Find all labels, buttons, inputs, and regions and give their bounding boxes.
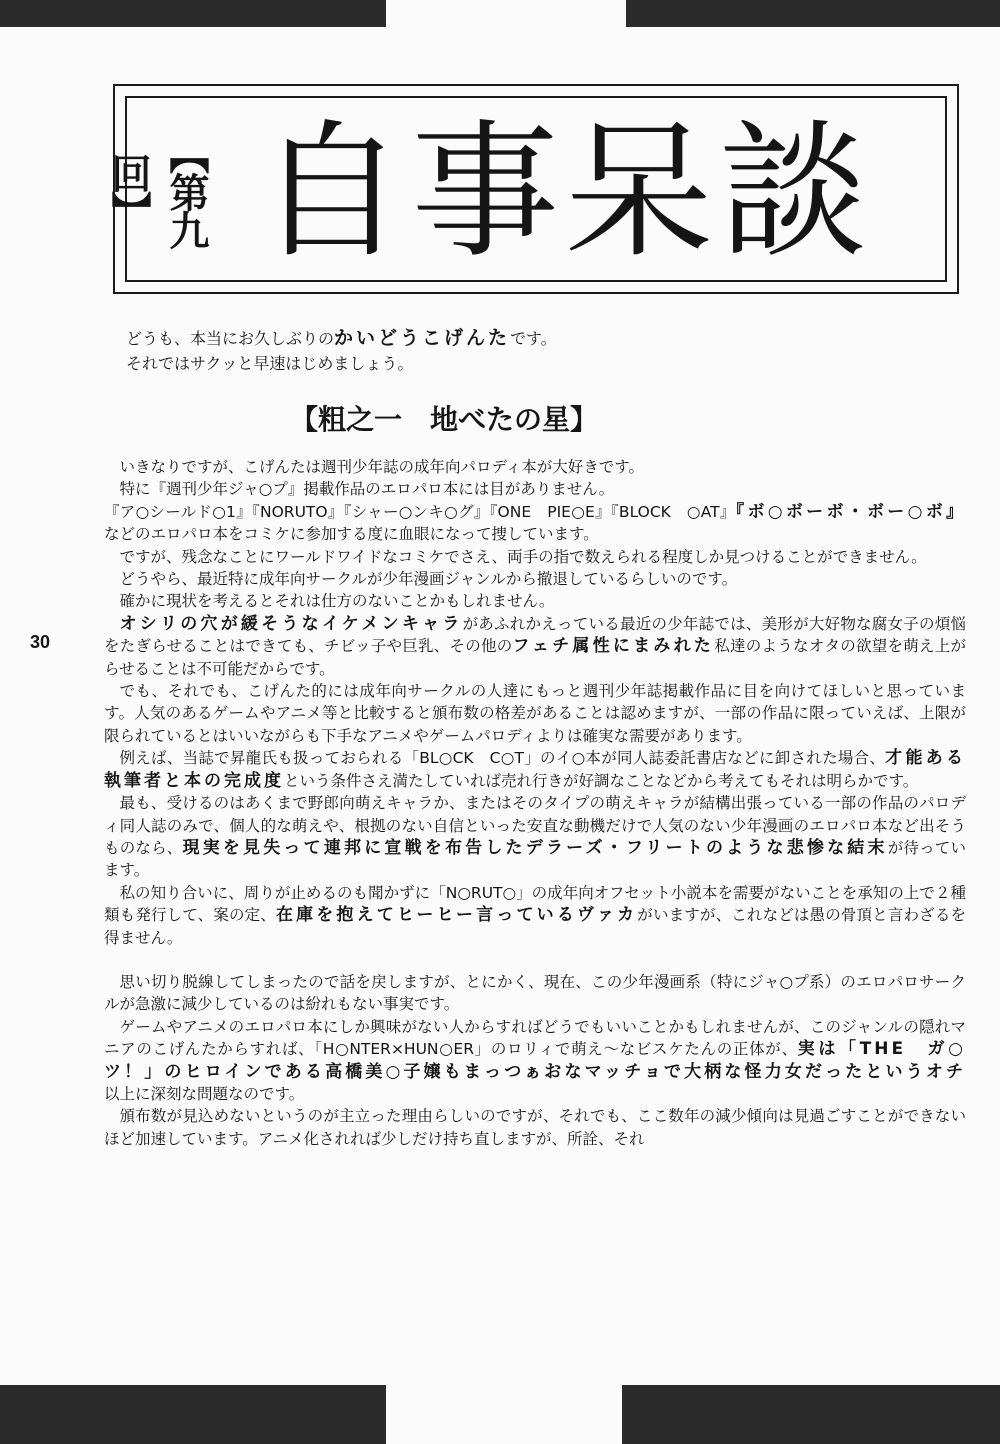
paragraph-p9 bbox=[104, 747, 966, 792]
paragraph-p4 bbox=[104, 546, 966, 568]
body-text bbox=[104, 456, 966, 1150]
body-text-segment: があふれかえっている最近の少年誌では、美形が大好物な腐女子の煩悩をたぎらせることはできても、チビッ子や巨乳、その他の bbox=[104, 614, 966, 656]
episode-label: 【第九回】 bbox=[105, 134, 210, 248]
body-text-segment: 以上に深刻な問題なのです。 bbox=[104, 1084, 305, 1103]
paragraph-p14 bbox=[104, 1105, 966, 1150]
intro-text: です。 bbox=[510, 329, 557, 348]
body-text-segment: 最も、受けるのはあくまで野郎向萌えキャラか、またはそのタイプの萌えキャラが結構出張っている一部の作品のパロディ同人誌のみで、個人的な萌えや、根拠のない自信といった安直な動機だけで人気のない少年漫画のエロパロ本など出そうものなら、 bbox=[104, 794, 966, 857]
paragraph-p8 bbox=[104, 680, 966, 747]
author-name: かいどうこげんた bbox=[334, 327, 511, 349]
page-title: 自事呆談 bbox=[257, 106, 873, 278]
body-text-segment: ですが、残念なことにワールドワイドなコミケでさえ、両手の指で数えられる程度しか見つけることができません。 bbox=[119, 547, 927, 566]
body-text-segment: が待っています。 bbox=[104, 838, 966, 880]
body-text-segment: 特に『週刊少年ジャ○プ』掲載作品のエロパロ本には目がありません。 bbox=[119, 480, 615, 499]
paragraph-p3 bbox=[104, 501, 966, 546]
paragraph-p2 bbox=[104, 478, 966, 500]
paragraph-p1 bbox=[104, 456, 966, 478]
body-text-segment: どうやら、最近特に成年向サークルが少年漫画ジャンルから撤退しているらしいのです。 bbox=[119, 570, 738, 589]
intro bbox=[126, 326, 846, 376]
body-text-segment: 思い切り脱線してしまったので話を戻しますが、とにかく、現在、この少年漫画系（特にジャ○プ系）のエロパロサークルが急激に減少しているのは紛れもない事実です。 bbox=[104, 972, 966, 1014]
emphasis-text: 才能ある執筆者と本の完成度 bbox=[104, 748, 967, 791]
emphasis-text: オシリの穴が緩そうなイケメンキャラ bbox=[119, 613, 463, 634]
emphasis-text: 『ボ○ボーボ・ボー○ボ』 bbox=[735, 501, 966, 522]
body-text-segment: 例えば、当誌で昇龍氏も扱っておられる「BL○CK C○T」のイ○本が同人誌委託書店などに卸された場合、 bbox=[119, 749, 886, 768]
intro-line-1 bbox=[126, 326, 846, 351]
bottom-left-bar bbox=[0, 1385, 386, 1444]
body-text-segment: がいますが、これなどは愚の骨頂と言わざるを得ません。 bbox=[104, 906, 966, 947]
body-text-segment: 頒布数が見込めないというのが主立った理由らしいのですが、それでも、ここ数年の減少傾向は見過ごすことができないほど加速しています。アニメ化されれば少しだけ持ち直しますが、所詮、それ bbox=[104, 1107, 966, 1148]
title-frame bbox=[105, 84, 959, 294]
body-text-segment: ゲームやアニメのエロパロ本にしか興味がない人からすればどうでもいいことかもしれませんが、このジャンルの隠れマニアのこげんたからすれば、「H○NTER×HUN○ER」のロリィで萌え〜なビスケたんの正体が、 bbox=[104, 1017, 966, 1059]
emphasis-text: 実は「THE ガ○ツ！」のヒロインである高橋美○子嬢もまっつぁおなマッチョで大柄な怪力女だったというオチ bbox=[104, 1039, 966, 1082]
emphasis-text: 現実を見失って連邦に宣戦を布告したデラーズ・フリートのような悲惨な結末 bbox=[182, 837, 888, 858]
body-text-segment: という条件さえ満たしていれば売れ行きが好調なことなどから考えてもそれは明らかです。 bbox=[284, 771, 919, 790]
body-text-segment: などのエロパロ本をコミケに参加する度に血眼になって捜しています。 bbox=[104, 525, 599, 544]
paragraph-p11 bbox=[104, 882, 966, 949]
body-text-segment: 確かに現状を考えるとそれは仕方のないことかもしれません。 bbox=[119, 592, 555, 611]
intro-line-2: それではサクッと早速はじめましょう。 bbox=[126, 354, 414, 373]
body-text-segment: 『ア○シールド○1』『NORUTO』『シャー○ンキ○グ』『ONE PIE○E』『BLOCK ○AT』 bbox=[104, 502, 736, 521]
section-heading: 【粗之一 地べたの星】 bbox=[290, 403, 599, 436]
emphasis-text: フェチ属性にまみれた bbox=[512, 636, 715, 657]
body-text-segment: 私達のようなオタの欲望を萌え上がらせることは不可能だからです。 bbox=[104, 637, 966, 678]
emphasis-text: 在庫を抱えてヒーヒー言っているヴァカ bbox=[275, 905, 638, 926]
paragraph-p12 bbox=[104, 971, 966, 1016]
paragraph-p10 bbox=[104, 792, 966, 882]
top-left-bar bbox=[0, 0, 386, 27]
body-text-segment: いきなりですが、こげんたは週刊少年誌の成年向パロディ本が大好きです。 bbox=[119, 458, 645, 476]
paragraph-p5 bbox=[104, 568, 966, 590]
top-right-bar bbox=[626, 0, 1000, 27]
body-text-segment: 私の知り合いに、周りが止めるのも聞かずに「N○RUT○」の成年向オフセット小説本を需要がないことを承知の上で２種類も発行して、案の定、 bbox=[104, 883, 966, 925]
paragraph-p7 bbox=[104, 613, 966, 680]
title-inner-frame bbox=[105, 96, 947, 282]
paragraph-p13 bbox=[104, 1016, 966, 1106]
page-number: 30 bbox=[30, 632, 51, 652]
intro-text: どうも、本当にお久しぶりの bbox=[126, 329, 335, 348]
bottom-right-bar bbox=[622, 1385, 1000, 1444]
paragraph-p6 bbox=[104, 590, 966, 612]
body-text-segment: でも、それでも、こげんた的には成年向サークルの人達にもっと週刊少年誌掲載作品に目を向けてほしいと思っています。人気のあるゲームやアニメ等と比較すると頒布数の格差があることは認めますが、一部の作品に限っていえば、上限が限られているとはいいながらも下手なアニメやゲームパロディよりは確実な需要があります。 bbox=[104, 682, 966, 745]
